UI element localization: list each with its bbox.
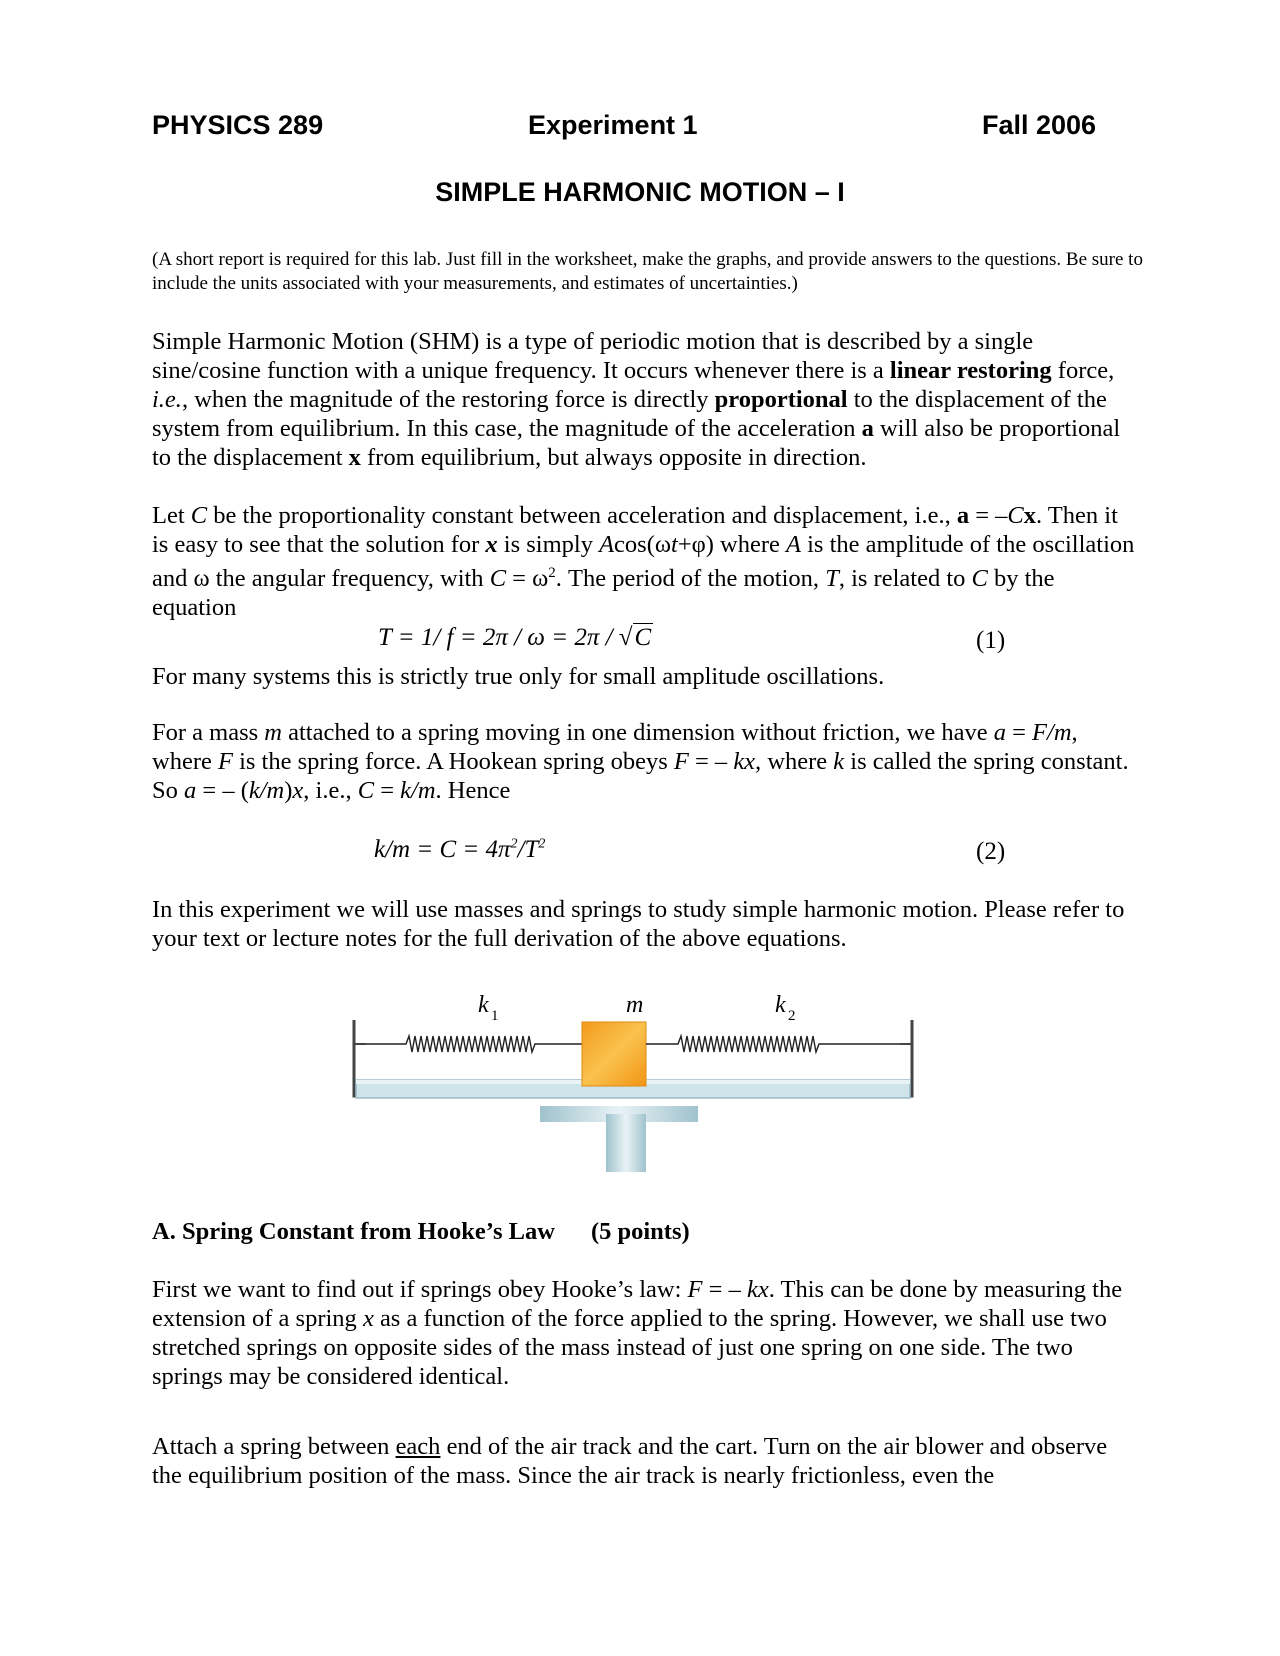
- k1-subscript: 1: [491, 1008, 499, 1024]
- paragraph-attach-spring: Attach a spring between each end of the air track and the cart. Turn on the air blower and observe the equilibrium position of the mass. Since the air track is nearly frictionless, even the: [152, 1433, 1108, 1489]
- mass-label: m: [626, 992, 644, 1018]
- k1-label: k: [478, 992, 489, 1018]
- paragraph-shm-intro: Simple Harmonic Motion (SHM) is a type of periodic motion that is described by a single sine/cosine function with a unique frequency. It occurs whenever there is a linear restoring force, i.e., when the magnitude of the restoring force is directly proportional to the displacement of the system from equilibrium. In this case, the magnitude of the acceleration a will also be proportional to the displacement x from equilibrium, but always opposite in direction.: [152, 328, 1121, 471]
- experiment-label: Experiment 1: [528, 110, 698, 140]
- track-post: [606, 1114, 646, 1172]
- equation-2-number: (2): [976, 838, 1006, 865]
- paragraph-experiment-intro: In this experiment we will use masses and springs to study simple harmonic motion. Please refer to your text or lecture notes for the full derivation of the above equations.: [152, 896, 1125, 952]
- page-title: SIMPLE HARMONIC MOTION – I: [435, 177, 845, 207]
- k2-subscript: 2: [788, 1008, 796, 1024]
- equation-2: $k/m = C = 4\pi^2/T^2$: [374, 836, 546, 863]
- spring-mass-diagram: [350, 990, 930, 1190]
- paragraph-hookes-law: First we want to find out if springs obey Hooke’s law: F = – kx. This can be done by measuring the extension of a spring x as a function of the force applied to the spring. However, we shall use two stretched springs on opposite sides of the mass instead of just one spring on one side. The two springs may be considered identical.: [152, 1276, 1123, 1390]
- k2-label: k: [775, 992, 786, 1018]
- course-label: PHYSICS 289: [152, 110, 324, 140]
- section-a-heading: A. Spring Constant from Hooke’s Law (5 points): [152, 1218, 690, 1245]
- right-spring: [646, 1036, 900, 1052]
- paragraph-proportionality: Let C be the proportionality constant between acceleration and displacement, i.e., a = –Cx. Then it is easy to see that the solution for x is simply Acos(ωt+φ) where A is the amplitude of the oscillation and ω the angular frequency, with $C = \omega^2$. The period of the motion, T, is related to C by the equation: [152, 502, 1135, 622]
- term-label: Fall 2006: [982, 110, 1097, 140]
- equation-1: T = 1/ f = 2π / ω = 2π / √C: [378, 624, 652, 651]
- paragraph-mass-spring: For a mass m attached to a spring moving in one dimension without friction, we have a = F/m, where F is the spring force. A Hookean spring obeys F = – kx, where k is called the spring constant. So a = – (k/m)x, i.e., C = k/m. Hence: [152, 719, 1129, 804]
- report-note: (A short report is required for this lab. Just fill in the worksheet, make the graphs, and provide answers to the questions. Be sure to include the units associated with your measurements, and estimates of uncertainties.): [152, 249, 1143, 294]
- equation-1-number: (1): [976, 627, 1006, 654]
- left-spring: [366, 1036, 582, 1052]
- mass-block: [582, 1022, 646, 1086]
- paragraph-small-amplitude: For many systems this is strictly true only for small amplitude oscillations.: [152, 663, 885, 690]
